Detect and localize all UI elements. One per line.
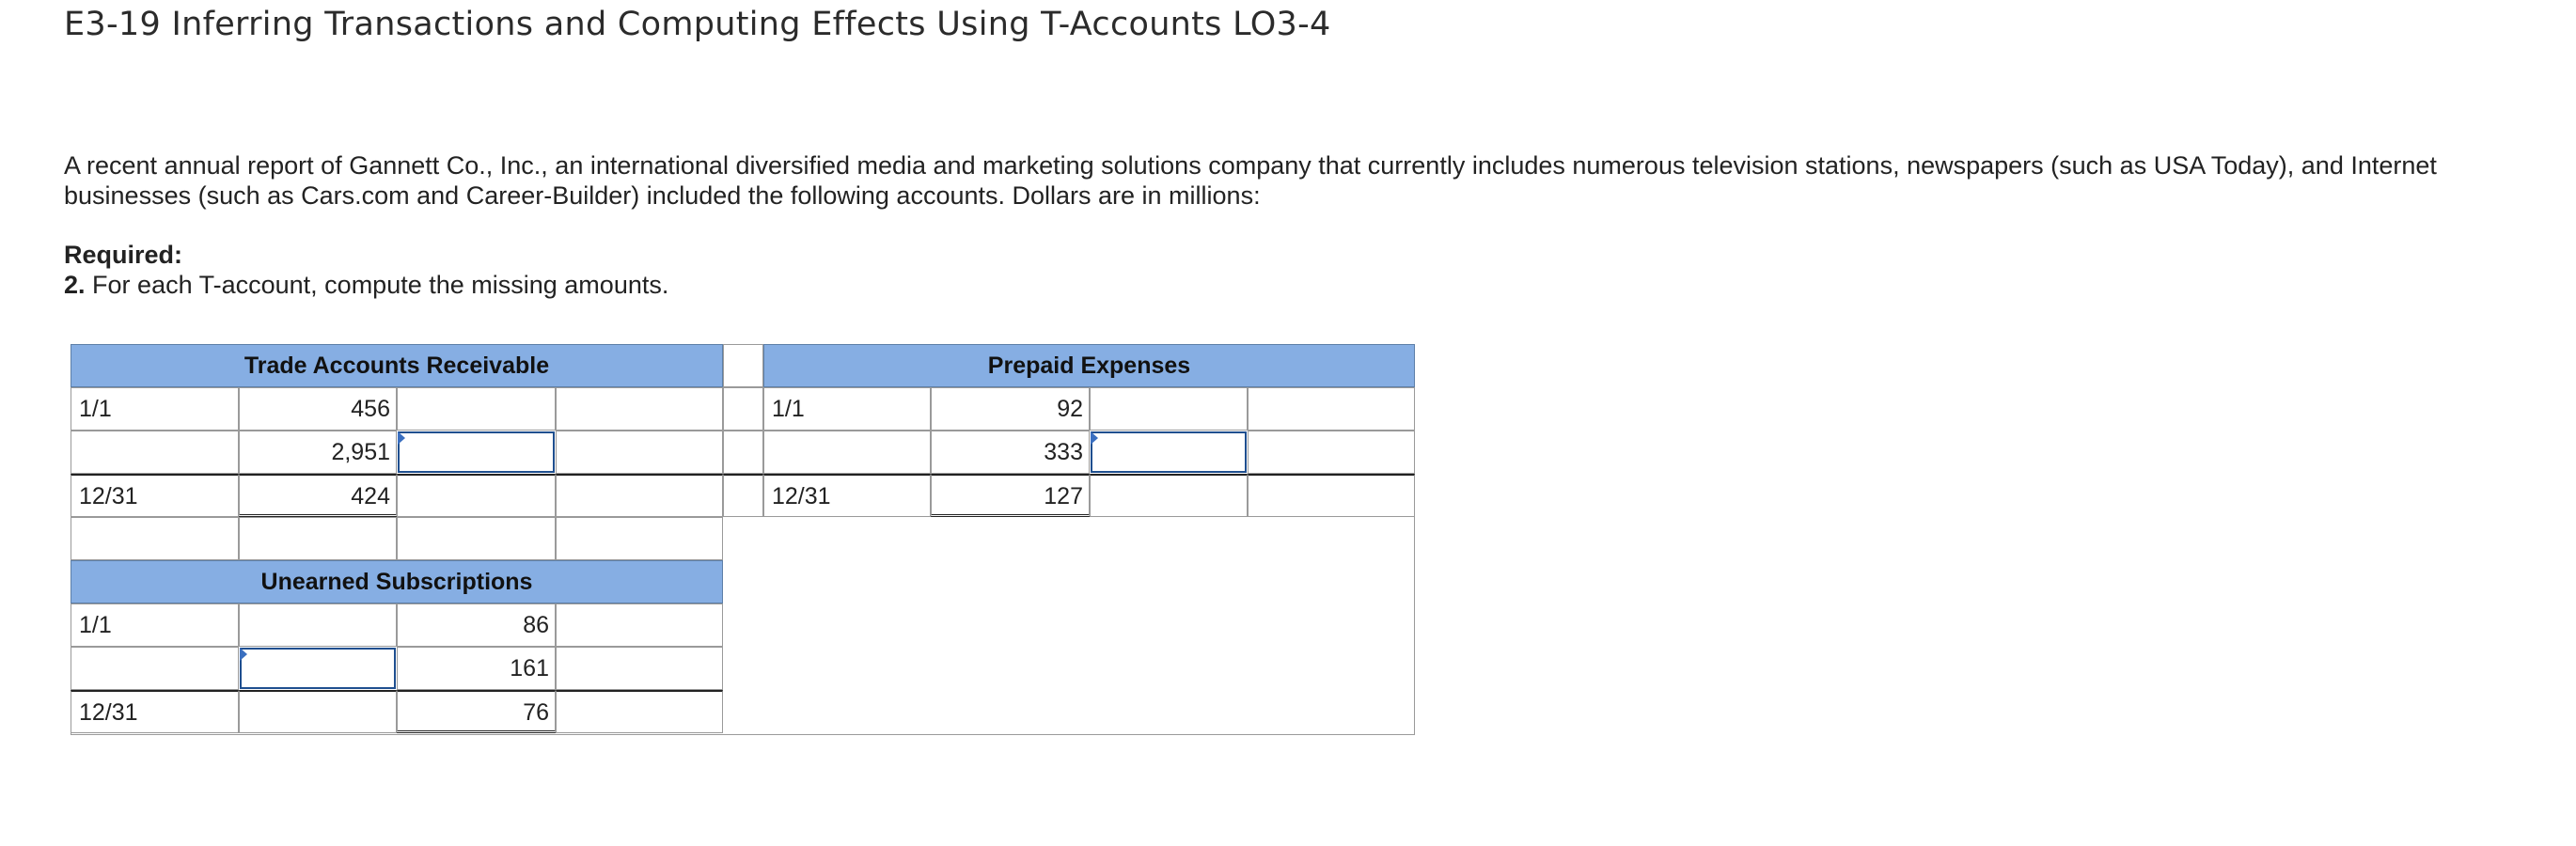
divider-cell xyxy=(723,344,763,387)
prepaid-row1-label: 1/1 xyxy=(763,387,931,431)
unearned-row3-debit xyxy=(239,690,397,733)
unearned-row1-label: 1/1 xyxy=(71,603,239,647)
prepaid-row1-credit xyxy=(1090,387,1248,431)
receivable-row1-note xyxy=(556,387,723,431)
divider-cell xyxy=(723,431,763,474)
unearned-earned-input[interactable] xyxy=(240,648,396,689)
prepaid-row3-note xyxy=(1248,474,1415,517)
prepaid-row1-note xyxy=(1248,387,1415,431)
unearned-row1-credit: 86 xyxy=(397,603,556,647)
receivable-spacer-debit xyxy=(239,517,397,560)
prepaid-ending-balance: 127 xyxy=(931,474,1090,517)
unearned-row2-credit: 161 xyxy=(397,647,556,690)
prepaid-row2-label xyxy=(763,431,931,474)
receivable-ending-balance: 424 xyxy=(239,474,397,517)
receivable-row1-debit: 456 xyxy=(239,387,397,431)
receivable-row2-debit: 2,951 xyxy=(239,431,397,474)
divider-cell xyxy=(723,474,763,517)
receivable-row3-credit xyxy=(397,474,556,517)
prepaid-expense-input[interactable] xyxy=(1091,431,1247,473)
t-account-prepaid-title: Prepaid Expenses xyxy=(763,344,1415,387)
required-text: For each T-account, compute the missing amounts. xyxy=(92,271,669,299)
receivable-spacer-note xyxy=(556,517,723,560)
receivable-row3-label: 12/31 xyxy=(71,474,239,517)
receivable-spacer-credit xyxy=(397,517,556,560)
page-title: E3-19 Inferring Transactions and Computing Effects Using T-Accounts LO3-4 xyxy=(64,6,1331,43)
intro-paragraph: A recent annual report of Gannett Co., Inc., an international diversified media and marketing solutions company that currently includes numerous television stations, newspapers (such as USA Today), and Internet businesses (such as Cars.com and Career-Builder) included the following accounts. Dollars are in millions: xyxy=(64,151,2437,210)
prepaid-row3-label: 12/31 xyxy=(763,474,931,517)
t-account-receivable-title: Trade Accounts Receivable xyxy=(71,344,723,387)
unearned-row1-debit xyxy=(239,603,397,647)
unearned-row3-label: 12/31 xyxy=(71,690,239,733)
unearned-row2-note xyxy=(556,647,723,690)
receivable-collections-input[interactable] xyxy=(398,431,555,473)
required-label: Required: xyxy=(64,241,183,269)
unearned-row1-note xyxy=(556,603,723,647)
unearned-row3-note xyxy=(556,690,723,733)
required-number: 2. xyxy=(64,271,86,299)
unearned-row2-label xyxy=(71,647,239,690)
receivable-row3-note xyxy=(556,474,723,517)
unearned-ending-balance: 76 xyxy=(397,690,556,733)
prepaid-row1-debit: 92 xyxy=(931,387,1090,431)
required-instruction xyxy=(64,271,668,300)
receivable-spacer-label xyxy=(71,517,239,560)
t-account-unearned-title: Unearned Subscriptions xyxy=(71,560,723,603)
prepaid-row2-debit: 333 xyxy=(931,431,1090,474)
receivable-row1-credit xyxy=(397,387,556,431)
receivable-row2-note xyxy=(556,431,723,474)
receivable-row2-label xyxy=(71,431,239,474)
divider-cell xyxy=(723,387,763,431)
receivable-row1-label: 1/1 xyxy=(71,387,239,431)
prepaid-row2-note xyxy=(1248,431,1415,474)
prepaid-row3-credit xyxy=(1090,474,1248,517)
